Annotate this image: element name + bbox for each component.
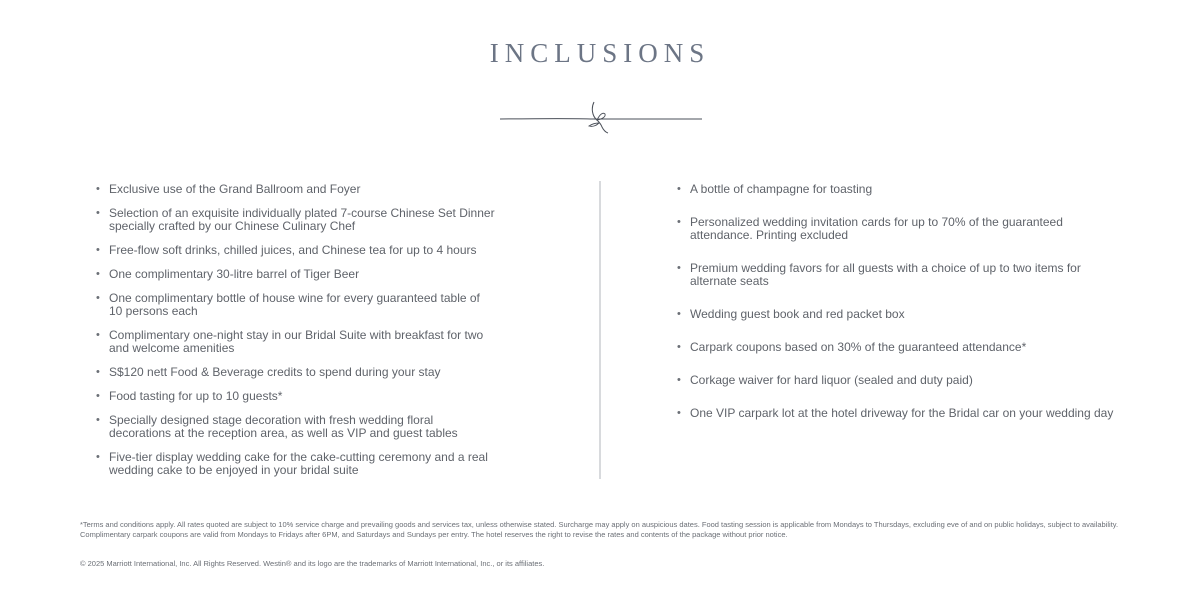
list-item <box>677 216 1127 242</box>
bullet-icon: • <box>677 341 681 353</box>
leaf-flourish-divider-icon <box>499 96 703 138</box>
copyright-note: © 2025 Marriott International, Inc. All Rights Reserved. Westin® and its logo are the trademarks of Marriott International, Inc., or its affiliates. <box>80 559 545 568</box>
list-item <box>96 414 496 440</box>
list-item-text: Carpark coupons based on 30% of the guaranteed attendance* <box>690 340 1027 354</box>
list-item <box>96 451 496 477</box>
list-item-text: A bottle of champagne for toasting <box>690 182 873 196</box>
bullet-icon: • <box>677 308 681 320</box>
bullet-icon: • <box>96 183 100 195</box>
bullet-icon: • <box>677 374 681 386</box>
list-item-text: Exclusive use of the Grand Ballroom and Foyer <box>109 182 361 196</box>
bullet-icon: • <box>677 407 681 419</box>
list-item <box>96 390 496 403</box>
list-item <box>677 407 1127 420</box>
list-item-text: Premium wedding favors for all guests with a choice of up to two items for alternate seats <box>690 261 1081 288</box>
list-item <box>96 268 496 281</box>
list-item <box>677 262 1127 288</box>
list-item <box>96 292 496 318</box>
list-item <box>677 183 1127 196</box>
bullet-icon: • <box>677 183 681 195</box>
bullet-icon: • <box>677 262 681 274</box>
page-title: INCLUSIONS <box>489 38 711 68</box>
list-item-text: Five-tier display wedding cake for the cake-cutting ceremony and a real wedding cake to be enjoyed in your bridal suite <box>109 450 488 477</box>
bullet-icon: • <box>96 244 100 256</box>
list-item <box>677 308 1127 321</box>
inclusions-right-list <box>677 183 1127 440</box>
bullet-icon: • <box>96 390 100 402</box>
list-item <box>96 207 496 233</box>
list-item <box>96 329 496 355</box>
list-item <box>96 183 496 196</box>
list-item-text: Complimentary one-night stay in our Bridal Suite with breakfast for two and welcome amenities <box>109 328 484 355</box>
bullet-icon: • <box>96 268 100 280</box>
list-item-text: Selection of an exquisite individually plated 7-course Chinese Set Dinner specially crafted by our Chinese Culinary Chef <box>109 206 495 233</box>
list-item-text: Corkage waiver for hard liquor (sealed and duty paid) <box>690 373 973 387</box>
list-item-text: S$120 nett Food & Beverage credits to spend during your stay <box>109 365 441 379</box>
list-item-text: One VIP carpark lot at the hotel driveway for the Bridal car on your wedding day <box>690 406 1114 420</box>
inclusions-left-list <box>96 183 496 488</box>
list-item-text: Wedding guest book and red packet box <box>690 307 905 321</box>
bullet-icon: • <box>96 366 100 378</box>
list-item-text: Food tasting for up to 10 guests* <box>109 389 283 403</box>
bullet-icon: • <box>96 292 100 304</box>
list-item <box>677 341 1127 354</box>
bullet-icon: • <box>96 207 100 219</box>
list-item <box>96 366 496 379</box>
list-item <box>677 374 1127 387</box>
terms-note: *Terms and conditions apply. All rates quoted are subject to 10% service charge and prevailing goods and services tax, unless otherwise stated. Surcharge may apply on auspicious dates. Food tasting session is applicable from Mondays to Thursdays, excluding eve of and on public holidays, subject to availability. Complimentary carpark coupons are valid from Mondays to Fridays after 6PM, and Saturdays and Sundays per entry. The hotel reserves the right to revise the rates and contents of the package without prior notice. <box>80 520 1119 539</box>
bullet-icon: • <box>96 329 100 341</box>
bullet-icon: • <box>96 451 100 463</box>
list-item <box>96 244 496 257</box>
column-divider <box>599 181 601 479</box>
bullet-icon: • <box>96 414 100 426</box>
list-item-text: Free-flow soft drinks, chilled juices, and Chinese tea for up to 4 hours <box>109 243 477 257</box>
list-item-text: Personalized wedding invitation cards for up to 70% of the guaranteed attendance. Printing excluded <box>690 215 1063 242</box>
list-item-text: One complimentary bottle of house wine for every guaranteed table of 10 persons each <box>109 291 480 318</box>
list-item-text: Specially designed stage decoration with fresh wedding floral decorations at the reception area, as well as VIP and guest tables <box>109 413 458 440</box>
list-item-text: One complimentary 30-litre barrel of Tiger Beer <box>109 267 360 281</box>
bullet-icon: • <box>677 216 681 228</box>
